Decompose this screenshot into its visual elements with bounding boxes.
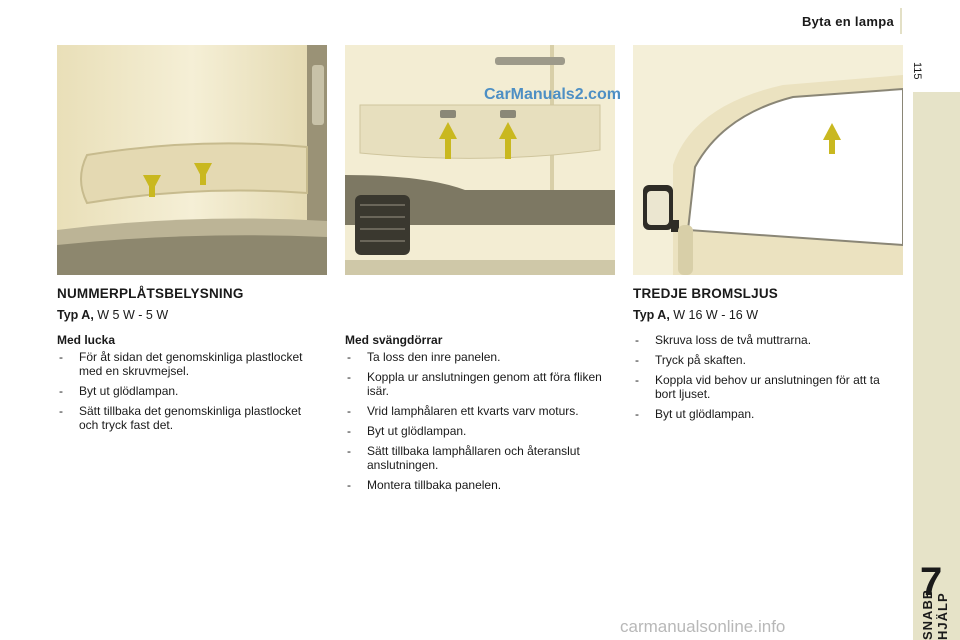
list-item: - Tryck på skaften.: [633, 353, 895, 367]
steps-middle: [345, 350, 610, 498]
type-value: W 5 W - 5 W: [93, 308, 169, 322]
photo-brake-light-illustration: [633, 45, 903, 275]
steps-right: [633, 333, 895, 427]
heading-tredje-bromsljus: TREDJE BROMSLJUS: [633, 286, 778, 301]
heading-nummerplatsbelysning: NUMMERPLÅTSBELYSNING: [57, 286, 244, 301]
watermark-bottom: carmanualsonline.info: [620, 617, 786, 636]
watermark-top: CarManuals2.com: [484, 86, 621, 103]
type-line-right: [633, 308, 758, 322]
list-item: - Sätt tillbaka lamphållaren och återanslut anslutningen.: [345, 444, 610, 472]
subheading-med-lucka: Med lucka: [57, 333, 116, 347]
list-item: - Byt ut glödlampan.: [345, 424, 610, 438]
photo-rear-doors: [345, 45, 615, 275]
list-item: - Ta loss den inre panelen.: [345, 350, 610, 364]
list-item: - Byt ut glödlampan.: [633, 407, 895, 421]
photo-brake-light: [633, 45, 903, 275]
type-label: Typ A,: [57, 308, 94, 322]
photo-liftgate: [57, 45, 327, 275]
page-number: 115: [911, 62, 923, 80]
list-item: - För åt sidan det genomskinliga plastlocket med en skruvmejsel.: [57, 350, 312, 378]
type-label: Typ A,: [633, 308, 670, 322]
chapter-number: 7: [920, 560, 943, 604]
list-item: - Skruva loss de två muttrarna.: [633, 333, 895, 347]
photo-liftgate-illustration: [57, 45, 327, 275]
list-item: - Vrid lamphålaren ett kvarts varv moturs.: [345, 404, 610, 418]
list-item: - Montera tillbaka panelen.: [345, 478, 610, 492]
section-label: SNABB HJÄLP: [920, 588, 950, 640]
list-item: - Byt ut glödlampan.: [57, 384, 312, 398]
list-item: - Koppla vid behov ur anslutningen för att ta bort ljuset.: [633, 373, 895, 401]
steps-left: [57, 350, 312, 438]
photo-rear-doors-illustration: [345, 45, 615, 275]
subheading-med-svangdorrar: Med svängdörrar: [345, 333, 443, 347]
list-item: - Sätt tillbaka det genomskinliga plastlocket och tryck fast det.: [57, 404, 312, 432]
type-value: W 16 W - 16 W: [669, 308, 759, 322]
page-title: Byta en lampa: [801, 14, 894, 29]
list-item: - Koppla ur anslutningen genom att föra fliken isär.: [345, 370, 610, 398]
header-divider: [900, 8, 902, 34]
type-line-left: [57, 308, 168, 322]
